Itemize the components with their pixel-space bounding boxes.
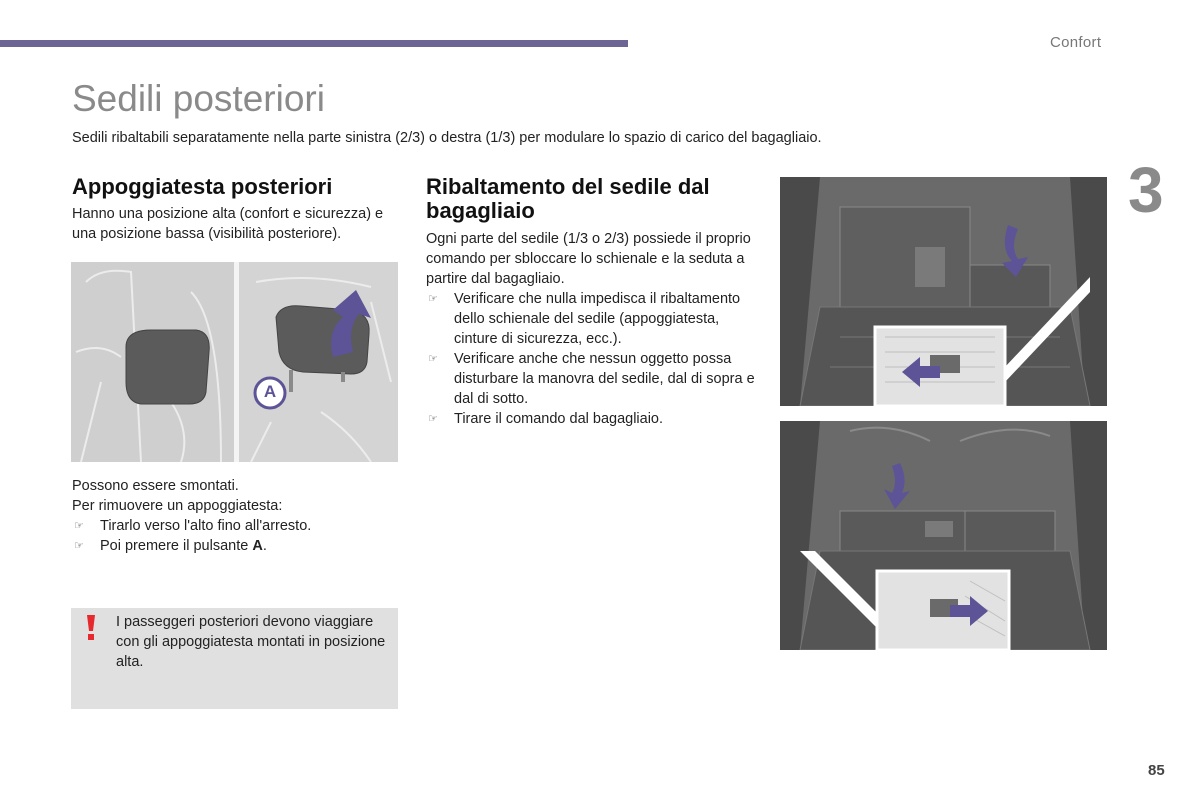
step-text: Verificare che nulla impedisca il ribaltamento dello schienale del sedile (appoggiatesta, cinture di sicurezza, ecc.).: [454, 291, 741, 347]
button-reference: A: [252, 538, 263, 554]
list-item: [426, 289, 756, 349]
folding-heading: Ribaltamento del sedile dal bagagliaio: [426, 174, 710, 223]
list-item: [426, 349, 756, 409]
header-rule: [0, 40, 628, 47]
button-a-label: A: [263, 382, 277, 401]
list-item: [426, 409, 756, 429]
pointing-hand-icon: ☞: [428, 293, 438, 305]
page-title: Sedili posteriori: [72, 78, 325, 119]
warning-text: I passeggeri posteriori devono viaggiare con gli appoggiatesta montati in posizione alta.: [116, 614, 386, 670]
list-item: [72, 516, 402, 536]
step-text: Verificare anche che nessun oggetto possa disturbare la manovra del sedile, dal di sopra e dal di sotto.: [454, 351, 755, 407]
pointing-hand-icon: ☞: [74, 520, 84, 532]
removal-text: [72, 476, 402, 516]
step-text: Tirarlo verso l'alto fino all'arresto.: [100, 518, 312, 534]
removal-intro: Possono essere smontati.: [72, 478, 239, 494]
pointing-hand-icon: ☞: [428, 353, 438, 365]
folding-steps: [426, 289, 756, 429]
headrest-illustration: [71, 262, 398, 462]
step-text: Tirare il comando dal bagagliaio.: [454, 411, 664, 427]
intro-text: Sedili ribaltabili separatamente nella parte sinistra (2/3) o destra (1/3) per modulare lo spazio di carico del bagagliaio.: [72, 130, 822, 146]
pointing-hand-icon: ☞: [428, 413, 438, 425]
headrest-description: Hanno una posizione alta (confort e sicurezza) e una posizione bassa (visibilità posteriore).: [72, 206, 384, 242]
removal-lead: Per rimuovere un appoggiatesta:: [72, 498, 283, 514]
section-title: Confort: [1050, 34, 1102, 51]
page-number: 85: [1148, 762, 1165, 779]
folding-description: Ogni parte del sedile (1/3 o 2/3) possiede il proprio comando per sbloccare lo schienale e la seduta a partire dal bagagliaio.: [426, 231, 751, 287]
chapter-number: 3: [1128, 154, 1164, 226]
trunk-fold-illustration-2: [780, 421, 1107, 650]
step-end: .: [262, 538, 267, 554]
headrest-heading: Appoggiatesta posteriori: [72, 174, 333, 199]
list-item: [72, 536, 402, 556]
exclamation-icon: [84, 614, 98, 642]
removal-steps: [72, 516, 402, 556]
step-text: Poi premere il pulsante: [100, 538, 253, 554]
pointing-hand-icon: ☞: [74, 540, 84, 552]
trunk-fold-illustration-1: [780, 177, 1107, 406]
